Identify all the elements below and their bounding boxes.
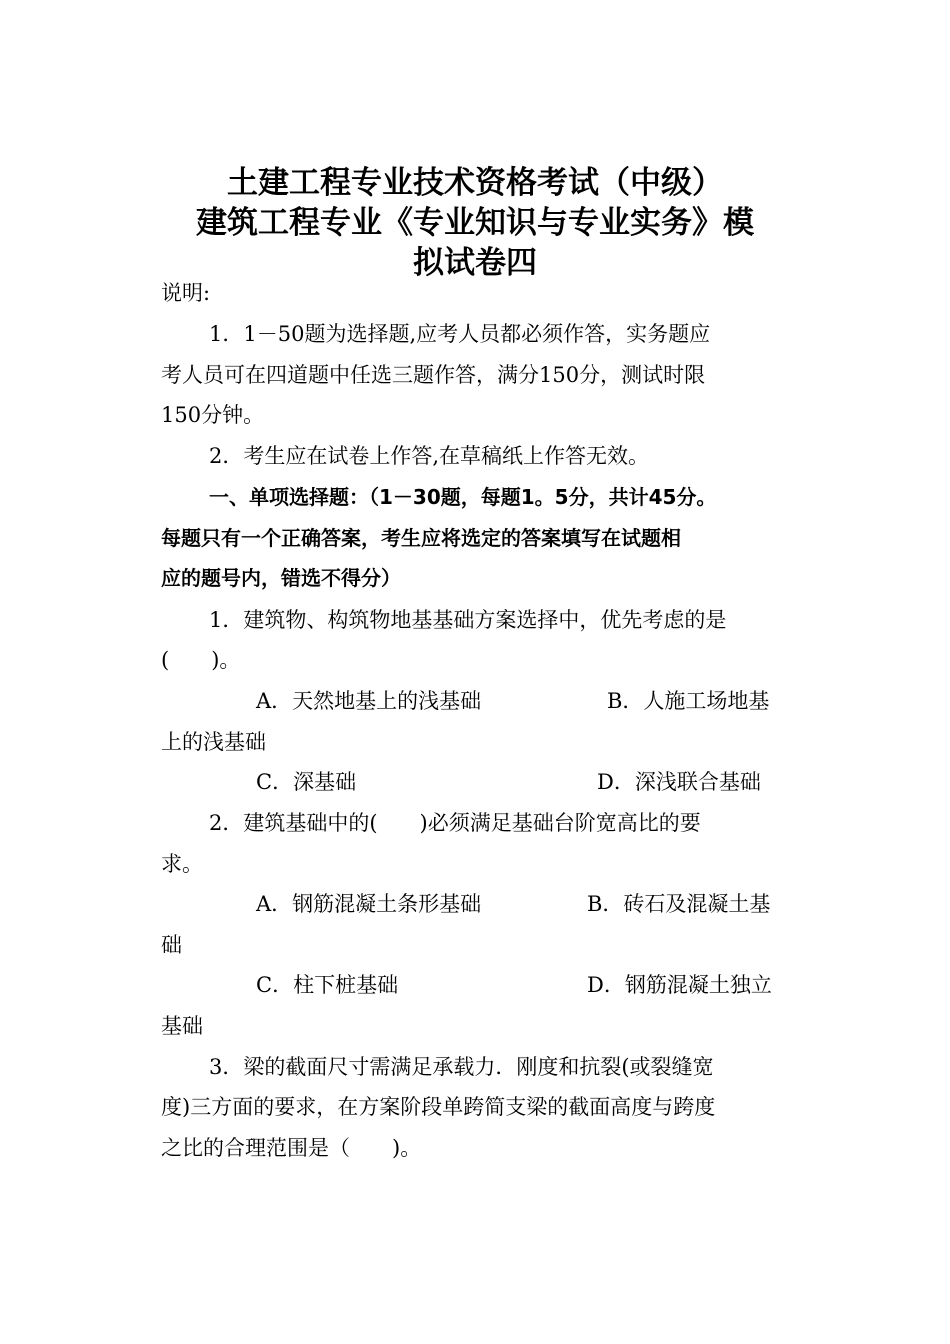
q2-option-d-cont: 基础 bbox=[161, 1014, 203, 1038]
q1-option-a: A．天然地基上的浅基础 bbox=[256, 689, 482, 713]
note-1-line-3: 150分钟。 bbox=[161, 403, 265, 427]
section-1-line-1: 一、单项选择题：（1－30题，每题1。5分，共计45分。 bbox=[209, 485, 717, 509]
q1-option-c: C．深基础 bbox=[256, 770, 357, 794]
q3-line-3: 之比的合理范围是（ )。 bbox=[161, 1136, 422, 1160]
q1-option-b-cont: 上的浅基础 bbox=[161, 730, 266, 754]
q2-option-d: D．钢筋混凝土独立 bbox=[587, 973, 772, 997]
section-1-line-3: 应的题号内，错选不得分） bbox=[161, 566, 401, 590]
note-2: 2．考生应在试卷上作答,在草稿纸上作答无效。 bbox=[209, 444, 650, 468]
note-1-line-1: 1．1－50题为选择题,应考人员都必须作答，实务题应 bbox=[209, 322, 711, 346]
q1-option-d: D．深浅联合基础 bbox=[597, 770, 761, 794]
q2-option-b-cont: 础 bbox=[161, 933, 182, 957]
title-line-2: 建筑工程专业《专业知识与专业实务》模 bbox=[196, 205, 754, 241]
q2-line-1: 2．建筑基础中的( )必须满足基础台阶宽高比的要 bbox=[209, 811, 701, 835]
q3-line-1: 3．梁的截面尺寸需满足承载力．刚度和抗裂(或裂缝宽 bbox=[209, 1055, 714, 1079]
q3-line-2: 度)三方面的要求，在方案阶段单跨简支梁的截面高度与跨度 bbox=[161, 1095, 716, 1119]
notes-label: 说明: bbox=[161, 281, 211, 305]
note-1-line-2: 考人员可在四道题中任选三题作答，满分150分，测试时限 bbox=[161, 363, 706, 387]
q1-line-2: ( )。 bbox=[161, 648, 241, 672]
section-1-line-2: 每题只有一个正确答案，考生应将选定的答案填写在试题相 bbox=[161, 526, 681, 550]
q2-option-a: A．钢筋混凝土条形基础 bbox=[256, 892, 482, 916]
q2-option-c: C．柱下桩基础 bbox=[256, 973, 399, 997]
q1-option-b: B．人施工场地基 bbox=[607, 689, 770, 713]
title-line-3: 拟试卷四 bbox=[413, 245, 537, 281]
q1-line-1: 1．建筑物、构筑物地基基础方案选择中，优先考虑的是 bbox=[209, 608, 727, 632]
q2-option-b: B．砖石及混凝土基 bbox=[587, 892, 771, 916]
title-line-1: 土建工程专业技术资格考试（中级） bbox=[227, 165, 723, 201]
q2-line-2: 求。 bbox=[161, 852, 203, 876]
